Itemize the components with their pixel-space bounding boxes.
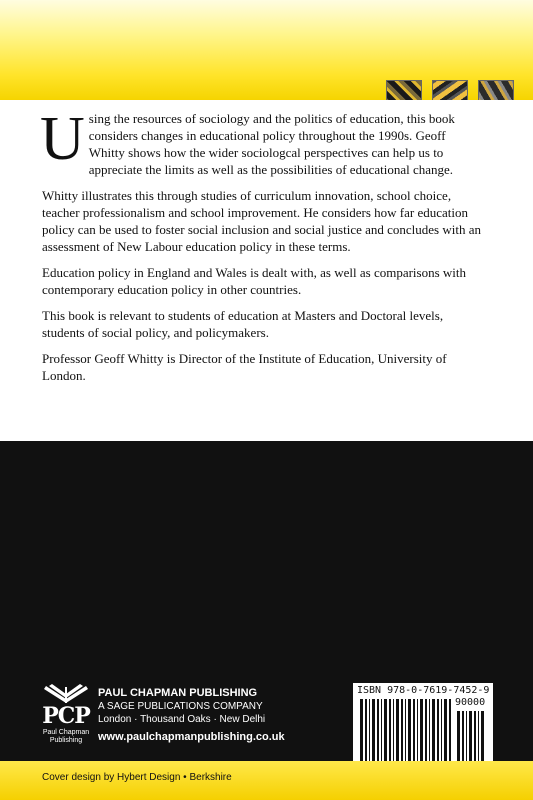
top-yellow-band bbox=[0, 0, 533, 100]
blurb-text bbox=[40, 105, 482, 393]
logo-letters: PCP bbox=[42, 703, 90, 729]
blurb-paragraph-2: Whitty illustrates this through studies of curriculum innovation, school choice, teacher professionalism and school improvement. He considers how far education policy can be used to foster social inclusion and social justice and concludes with an assessment of New Labour education policy in these terms. bbox=[42, 188, 481, 254]
dropcap-letter: U bbox=[40, 105, 85, 173]
publisher-info bbox=[98, 686, 348, 744]
cover-design-credit: Cover design by Hybert Design • Berkshire bbox=[42, 772, 232, 783]
blurb-paragraph-1 bbox=[40, 105, 482, 178]
footer-band bbox=[0, 761, 533, 800]
blurb-paragraph-3: Education policy in England and Wales is dealt with, as well as comparisons with contemporary education policy in other countries. bbox=[42, 265, 467, 297]
publisher-block bbox=[40, 683, 340, 763]
blurb-paragraph-4: This book is relevant to students of education at Masters and Doctoral levels, students of social policy, and policymakers. bbox=[42, 308, 444, 340]
logo-subtitle: Paul Chapman Publishing bbox=[42, 729, 90, 744]
author-bio: Professor Geoff Whitty is Director of the Institute of Education, University of London. bbox=[42, 351, 447, 383]
publisher-logo bbox=[40, 683, 92, 761]
publisher-name: PAUL CHAPMAN PUBLISHING bbox=[98, 687, 258, 699]
publisher-cities: London · Thousand Oaks · New Delhi bbox=[98, 714, 266, 725]
open-book-icon bbox=[40, 683, 92, 705]
publisher-url: www.paulchapmanpublishing.co.uk bbox=[98, 731, 285, 743]
blurb-panel bbox=[0, 100, 533, 441]
blurb-paragraph-1-text: sing the resources of sociology and the politics of education, this book considers changes in educational policy throughout the 1990s. Geoff Whitty shows how the wider sociologcal perspectives can help us to appreciate the limits as well as the possibilities of educational change. bbox=[88, 111, 455, 177]
publisher-tagline: A SAGE PUBLICATIONS COMPANY bbox=[98, 701, 263, 712]
price-code: 90000 bbox=[455, 697, 486, 708]
isbn-label: ISBN 978-0-7619-7452-9 bbox=[357, 685, 490, 696]
